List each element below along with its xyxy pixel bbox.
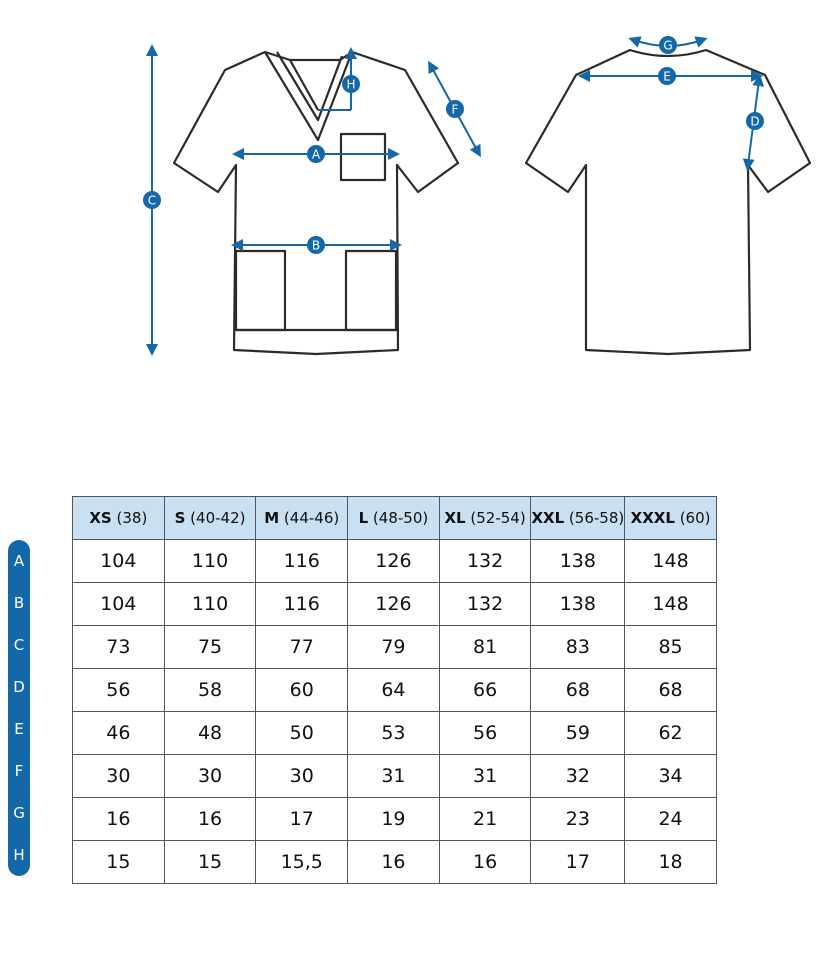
back-shirt-outline [526, 50, 810, 354]
table-cell: 56 [73, 669, 165, 712]
table-row [73, 841, 717, 884]
table-cell: 132 [439, 540, 531, 583]
table-cell: 83 [531, 626, 625, 669]
table-cell: 104 [73, 583, 165, 626]
row-label-strip [8, 540, 30, 876]
table-row [73, 540, 717, 583]
table-cell: 85 [625, 626, 717, 669]
column-header: XL (52-54) [439, 497, 531, 540]
table-cell: 16 [73, 798, 165, 841]
table-cell: 126 [348, 583, 440, 626]
label-c-text: C [147, 193, 157, 208]
table-cell: 60 [256, 669, 348, 712]
table-row [73, 755, 717, 798]
table-cell: 16 [348, 841, 440, 884]
table-cell: 110 [164, 583, 256, 626]
label-h-text: H [346, 77, 356, 92]
row-label: G [13, 804, 25, 822]
column-header: XS (38) [73, 497, 165, 540]
table-cell: 53 [348, 712, 440, 755]
label-f-text: F [451, 102, 459, 117]
table-row [73, 712, 717, 755]
table-cell: 15 [73, 841, 165, 884]
label-b-badge [307, 236, 325, 254]
table-cell: 16 [439, 841, 531, 884]
table-cell: 34 [625, 755, 717, 798]
table-cell: 77 [256, 626, 348, 669]
label-d-badge [746, 112, 764, 130]
row-label: F [14, 762, 24, 780]
table-cell: 31 [348, 755, 440, 798]
table-cell: 58 [164, 669, 256, 712]
row-label: B [13, 594, 25, 612]
table-cell: 21 [439, 798, 531, 841]
row-label: D [13, 678, 25, 696]
table-cell: 68 [625, 669, 717, 712]
table-row [73, 626, 717, 669]
table-cell: 30 [164, 755, 256, 798]
front-measure-lines [152, 50, 478, 350]
table-cell: 59 [531, 712, 625, 755]
table-row [73, 669, 717, 712]
row-label: A [13, 552, 25, 570]
table-cell: 104 [73, 540, 165, 583]
label-e-badge [658, 67, 676, 85]
table-cell: 31 [439, 755, 531, 798]
table-header-row [73, 497, 717, 540]
label-e-text: E [663, 69, 671, 84]
table-cell: 75 [164, 626, 256, 669]
table-cell: 50 [256, 712, 348, 755]
scrubs-measurement-diagram [0, 0, 824, 400]
table-cell: 66 [439, 669, 531, 712]
table-cell: 73 [73, 626, 165, 669]
table-cell: 17 [256, 798, 348, 841]
table-cell: 46 [73, 712, 165, 755]
table-cell: 62 [625, 712, 717, 755]
table-cell: 17 [531, 841, 625, 884]
table-cell: 116 [256, 583, 348, 626]
table-cell: 148 [625, 583, 717, 626]
table-cell: 48 [164, 712, 256, 755]
table-cell: 68 [531, 669, 625, 712]
row-label: E [14, 720, 24, 738]
table-cell: 24 [625, 798, 717, 841]
table-cell: 15 [164, 841, 256, 884]
label-f-badge [446, 100, 464, 118]
table-cell: 56 [439, 712, 531, 755]
label-a-badge [307, 145, 325, 163]
table-cell: 16 [164, 798, 256, 841]
table-cell: 79 [348, 626, 440, 669]
table-cell: 148 [625, 540, 717, 583]
table-row [73, 798, 717, 841]
label-b-text: B [311, 238, 321, 253]
table-cell: 126 [348, 540, 440, 583]
size-chart-table [72, 496, 717, 884]
label-d-text: D [750, 114, 760, 129]
label-c-badge [143, 191, 161, 209]
table-cell: 23 [531, 798, 625, 841]
row-label: H [13, 846, 25, 864]
table-cell: 15,5 [256, 841, 348, 884]
table-row [73, 583, 717, 626]
table-cell: 30 [256, 755, 348, 798]
table-cell: 64 [348, 669, 440, 712]
table-cell: 30 [73, 755, 165, 798]
table-cell: 81 [439, 626, 531, 669]
label-a-text: A [311, 147, 321, 162]
column-header: XXXL (60) [625, 497, 717, 540]
table-cell: 32 [531, 755, 625, 798]
table-cell: 19 [348, 798, 440, 841]
label-g-badge [659, 36, 677, 54]
column-header: S (40-42) [164, 497, 256, 540]
row-label: C [13, 636, 25, 654]
front-shirt-outline [174, 52, 458, 354]
label-g-text: G [663, 38, 673, 53]
column-header: L (48-50) [348, 497, 440, 540]
table-cell: 110 [164, 540, 256, 583]
table-cell: 18 [625, 841, 717, 884]
table-cell: 138 [531, 540, 625, 583]
column-header: M (44-46) [256, 497, 348, 540]
table-cell: 116 [256, 540, 348, 583]
label-h-badge [342, 75, 360, 93]
table-cell: 138 [531, 583, 625, 626]
table-cell: 132 [439, 583, 531, 626]
column-header: XXL (56-58) [531, 497, 625, 540]
